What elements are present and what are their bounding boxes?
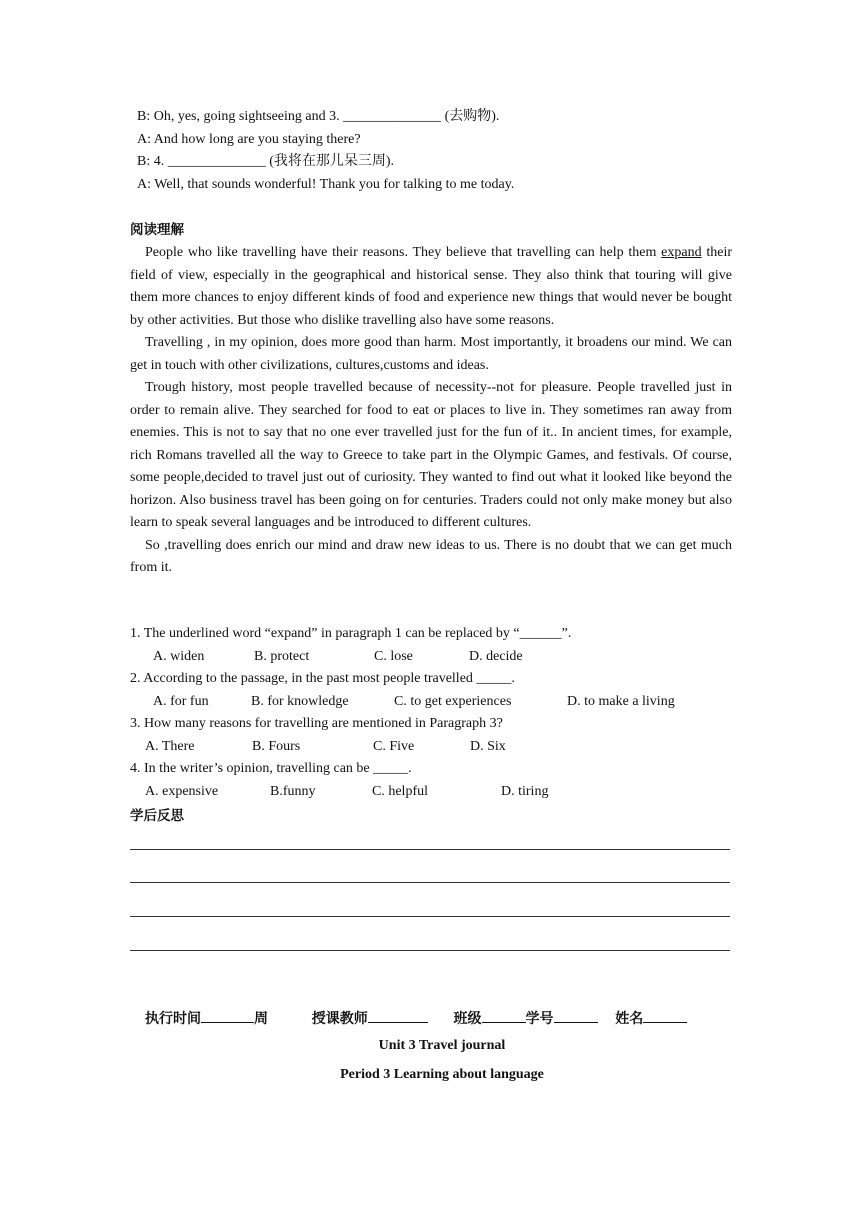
dialogue-section: [137, 106, 737, 196]
period-title: Period 3 Learning about language: [340, 1067, 544, 1082]
reflection-heading: 学后反思: [130, 808, 184, 824]
time-label: 执行时间: [145, 1011, 201, 1027]
option: C. Five: [373, 738, 415, 754]
dialogue-line: B: Oh, yes, going sightseeing and 3. ______________ (去购物).: [137, 109, 500, 124]
option: C. helpful: [372, 783, 428, 799]
teacher-label: 授课教师: [311, 1011, 368, 1027]
unit-title: Unit 3 Travel journal: [378, 1038, 506, 1053]
options-row: [130, 646, 750, 669]
option: C. lose: [374, 648, 413, 664]
option: A. There: [145, 738, 195, 754]
reading-passage: [130, 242, 732, 580]
question-stem: 1. The underlined word “expand” in paragraph 1 can be replaced by “______”.: [130, 626, 572, 641]
option: A. widen: [153, 648, 205, 664]
option: C. to get experiences: [394, 693, 512, 709]
options-row: [130, 781, 750, 804]
name-blank: [643, 1006, 687, 1023]
number-label: 学号: [525, 1011, 554, 1027]
paragraph-3: Trough history, most people travelled because of necessity--not for pleasure. People travelled just in order to remain alive. They searched for food to eat or places to live in. They sometimes ran away from enemies. This is not to say that no one ever travelled just for the fun of it.. In ancient times, for example, rich Romans travelled all the way to Greece to take part in the Olympic Games, and festivals. Of course, some people,decided to travel just out of curiosity. They wanted to find out what it looked like beyond the horizon. Also business travel has been going on for centuries. Traders could not only make money but also learn to speak several languages and be introduced to different cultures.: [130, 380, 732, 530]
option: B. protect: [254, 648, 310, 664]
option: D. decide: [469, 648, 523, 664]
underlined-word: expand: [661, 245, 702, 260]
question-stem: 4. In the writer’s opinion, travelling can be _____.: [130, 761, 412, 776]
paragraph-2: Travelling , in my opinion, does more good than harm. Most importantly, it broadens our mind. We can get in touch with other civilizations, cultures,customs and ideas.: [130, 335, 732, 373]
class-label: 班级: [453, 1011, 482, 1027]
dialogue-line: B: 4. ______________ (我将在那儿呆三周).: [137, 154, 395, 169]
reflection-line: [130, 882, 730, 883]
paragraph-1: People who like travelling have their reasons. They believe that travelling can help them expand their field of view, especially in the geographical and historical sense. They also think that touring will give them more chances to enjoy different kinds of food and experience new things that would never be bought by other activities. But those who dislike travelling also have some reasons.: [130, 245, 733, 328]
option: D. tiring: [501, 783, 549, 799]
option: B. for knowledge: [251, 693, 349, 709]
class-blank: [482, 1006, 526, 1023]
question-stem: 2. According to the passage, in the past most people travelled _____.: [130, 671, 515, 686]
reflection-line: [130, 916, 730, 917]
name-label: 姓名: [615, 1011, 644, 1027]
number-blank: [554, 1006, 598, 1023]
option: A. expensive: [145, 783, 219, 799]
option: B.funny: [270, 783, 316, 799]
dialogue-line: A: And how long are you staying there?: [137, 131, 361, 147]
time-blank: [201, 1006, 254, 1023]
teacher-blank: [368, 1006, 428, 1023]
option: B. Fours: [252, 738, 301, 754]
paragraph-4: So ,travelling does enrich our mind and draw new ideas to us. There is no doubt that we can get much from it.: [130, 537, 732, 575]
options-row: [130, 691, 750, 714]
questions-section: [130, 623, 750, 803]
options-row: [130, 736, 750, 759]
option: D. Six: [470, 738, 506, 754]
reading-heading: 阅读理解: [130, 222, 184, 238]
option: D. to make a living: [567, 693, 675, 709]
reflection-line: [130, 950, 730, 951]
dialogue-line: A: Well, that sounds wonderful! Thank you for talking to me today.: [137, 176, 515, 192]
question-stem: 3. How many reasons for travelling are mentioned in Paragraph 3?: [130, 716, 503, 731]
week-label: 周: [254, 1011, 268, 1027]
option: A. for fun: [153, 693, 209, 709]
footer-info: [145, 1006, 687, 1031]
reflection-line: [130, 849, 730, 850]
